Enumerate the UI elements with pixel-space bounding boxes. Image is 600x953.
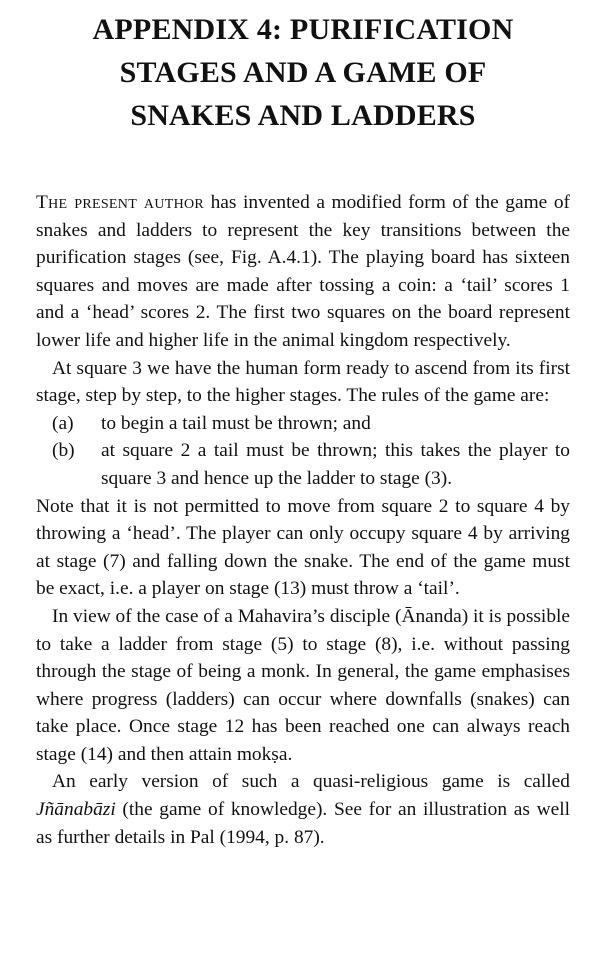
paragraph-5-before: An early version of such a quasi-religious game is called bbox=[52, 771, 570, 793]
paragraph-3: Note that it is not permitted to move from square 2 to square 4 by throwing a ‘head’. The player can only occupy square 4 by arriving at stage (7) and falling down the snake. The end of the game must be exact, i.e. a player on stage (13) must throw a ‘tail’. bbox=[36, 495, 570, 600]
body-text bbox=[36, 189, 570, 851]
rules-list bbox=[36, 410, 570, 493]
paragraph-5-after: (the game of knowledge). See for an illustration as well as further details in Pal (1994, p. 87). bbox=[36, 799, 570, 848]
rule-text: to begin a tail must be thrown; and bbox=[101, 412, 371, 434]
rule-text: at square 2 a tail must be thrown; this takes the player to square 3 and hence up the ladder to stage (3). bbox=[101, 440, 570, 489]
rule-label: (b) bbox=[52, 440, 75, 462]
rule-item bbox=[36, 410, 570, 438]
lead-in-small-caps: The present author bbox=[36, 192, 205, 213]
title-line-1: APPENDIX 4: PURIFICATION bbox=[92, 13, 514, 46]
game-name-italic: Jñānabāzi bbox=[36, 799, 116, 821]
paragraph-2: At square 3 we have the human form ready to ascend from its first stage, step by step, to the higher stages. The rules of the game are: bbox=[36, 357, 570, 407]
appendix-title bbox=[36, 0, 570, 137]
rule-label: (a) bbox=[52, 412, 74, 434]
paragraph-4: In view of the case of a Mahavira’s disciple (Ānanda) it is possible to take a ladder from stage (5) to stage (8), i.e. without passing through the stage of being a monk. In general, the game emphasises where progress (ladders) can occur where downfalls (snakes) can take place. Once stage 12 has been reached one can always reach stage (14) and then attain mokṣa. bbox=[36, 605, 571, 765]
paragraph-1-text: has invented a modified form of the game of snakes and ladders to represent the key transitions between the purification stages (see, Fig. A.4.1). The playing board has sixteen squares and moves are made after tossing a coin: a ‘tail’ scores 1 and a ‘head’ scores 2. The first two squares on the board represent lower life and higher life in the animal kingdom respectively. bbox=[36, 192, 571, 351]
paragraph-5 bbox=[36, 768, 570, 851]
title-line-2: STAGES AND A GAME OF bbox=[119, 56, 487, 89]
rule-item bbox=[36, 437, 570, 492]
title-line-3: SNAKES AND LADDERS bbox=[130, 99, 476, 132]
paragraph-1 bbox=[36, 189, 570, 355]
